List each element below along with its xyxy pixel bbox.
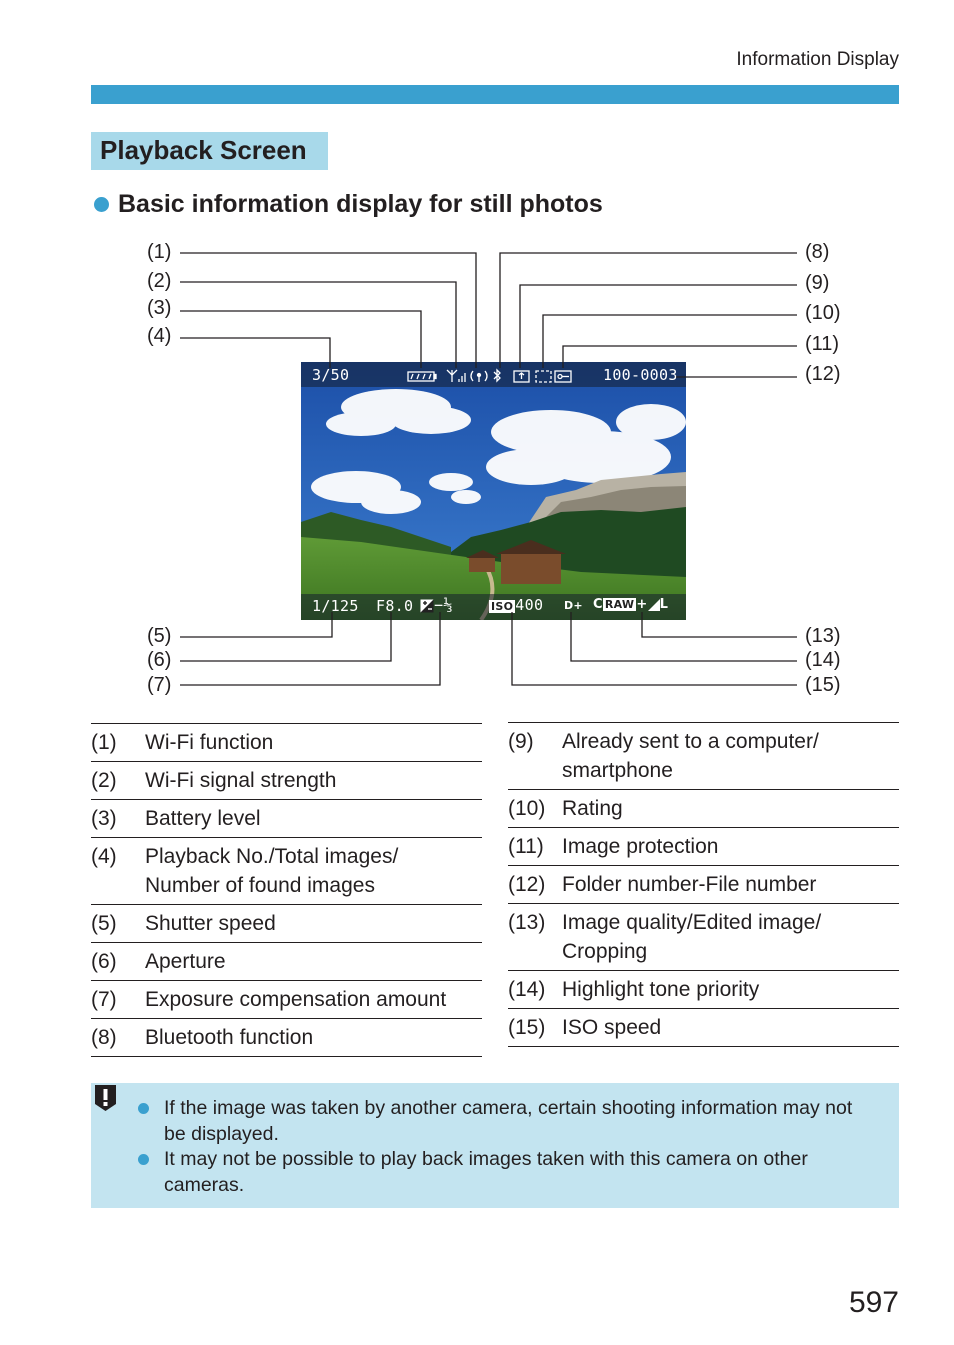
- legend-num: (7): [91, 988, 117, 1011]
- callout-9: (9): [805, 272, 830, 294]
- legend-row: [91, 904, 482, 942]
- legend-text: Exposure compensation amount: [145, 988, 447, 1011]
- legend-row: [91, 761, 482, 799]
- legend-text: Playback No./Total images/ Number of found images: [145, 845, 399, 897]
- legend-text: Aperture: [145, 950, 226, 973]
- legend-num: (15): [508, 1016, 546, 1039]
- legend-num: (11): [508, 835, 544, 858]
- legend-row: [508, 865, 899, 903]
- legend-row: [91, 980, 482, 1018]
- note-text: If the image was taken by another camera, certain shooting information may not be displayed.: [164, 1097, 853, 1145]
- legend-text: Image quality/Edited image/ Cropping: [562, 911, 822, 963]
- file-number: 100-0003: [603, 366, 678, 384]
- callout-14: (14): [805, 649, 841, 671]
- legend-row: [91, 942, 482, 980]
- callout-1: (1): [147, 241, 172, 263]
- legend-row: [508, 722, 899, 789]
- subheading-text: Basic information display for still photos: [118, 190, 603, 218]
- legend-num: (12): [508, 873, 546, 896]
- legend-text: Folder number-File number: [562, 873, 817, 896]
- callout-13: (13): [805, 625, 841, 647]
- legend-num: (10): [508, 797, 546, 820]
- page-number: 597: [848, 1286, 899, 1319]
- legend-num: (4): [91, 845, 117, 868]
- legend-num: (14): [508, 978, 546, 1001]
- legend-row: [91, 837, 482, 904]
- legend-text: Already sent to a computer/ smartphone: [562, 730, 819, 782]
- legend-row: [508, 970, 899, 1008]
- caution-note: [91, 1083, 899, 1208]
- legend-num: (13): [508, 911, 546, 934]
- section-label: Playback Screen: [91, 132, 328, 170]
- legend-row: [508, 1008, 899, 1047]
- legend-table-right: [508, 722, 899, 1047]
- legend-row: [91, 1018, 482, 1057]
- iso-value: 400: [515, 596, 544, 614]
- callout-15: (15): [805, 674, 841, 696]
- legend-row: [508, 789, 899, 827]
- callout-8: (8): [805, 241, 830, 263]
- bullet-dot-icon: [138, 1103, 149, 1114]
- legend-num: (6): [91, 950, 117, 973]
- callout-10: (10): [805, 302, 841, 324]
- highlight-tone-priority: D+: [564, 599, 583, 612]
- legend-text: Wi-Fi signal strength: [145, 769, 337, 792]
- legend-row: [508, 827, 899, 865]
- legend-num: (5): [91, 912, 117, 935]
- note-item: [138, 1095, 878, 1147]
- callout-6: (6): [147, 649, 172, 671]
- legend-text: Image protection: [562, 835, 719, 858]
- running-header: Information Display: [736, 49, 899, 70]
- note-text: It may not be possible to play back images taken with this camera on other cameras.: [164, 1148, 808, 1196]
- raw-label: RAW: [604, 598, 635, 611]
- callout-12: (12): [805, 363, 841, 385]
- quality-plus: +: [636, 597, 648, 612]
- playback-count: 3/50: [312, 366, 350, 384]
- legend-text: Rating: [562, 797, 623, 820]
- legend-num: (1): [91, 731, 117, 754]
- legend-text: ISO speed: [562, 1016, 662, 1039]
- bullet-dot-icon: [138, 1154, 149, 1165]
- caution-icon: [91, 1083, 120, 1113]
- quality-size: L: [659, 597, 669, 612]
- legend-text: Highlight tone priority: [562, 978, 760, 1001]
- callout-3: (3): [147, 297, 172, 319]
- crop-label: C: [593, 597, 603, 612]
- legend-text: Shutter speed: [145, 912, 276, 935]
- exposure-comp-value: −⅓: [434, 596, 453, 614]
- callout-2: (2): [147, 270, 172, 292]
- legend-row: [508, 903, 899, 970]
- legend-text: Wi-Fi function: [145, 731, 274, 754]
- legend-num: (3): [91, 807, 117, 830]
- legend-num: (9): [508, 730, 534, 753]
- callout-5: (5): [147, 625, 172, 647]
- legend-text: Bluetooth function: [145, 1026, 314, 1049]
- callout-4: (4): [147, 325, 172, 347]
- shutter-speed: 1/125: [312, 597, 359, 615]
- aperture-value: F8.0: [376, 597, 414, 615]
- iso-label: ISO: [491, 600, 514, 613]
- note-item: [138, 1146, 878, 1198]
- callout-7: (7): [147, 674, 172, 696]
- legend-text: Battery level: [145, 807, 261, 830]
- legend-num: (2): [91, 769, 117, 792]
- legend-row: [91, 723, 482, 761]
- legend-row: [91, 799, 482, 837]
- legend-table-left: [91, 723, 482, 1057]
- callout-11: (11): [805, 333, 840, 355]
- legend-num: (8): [91, 1026, 117, 1049]
